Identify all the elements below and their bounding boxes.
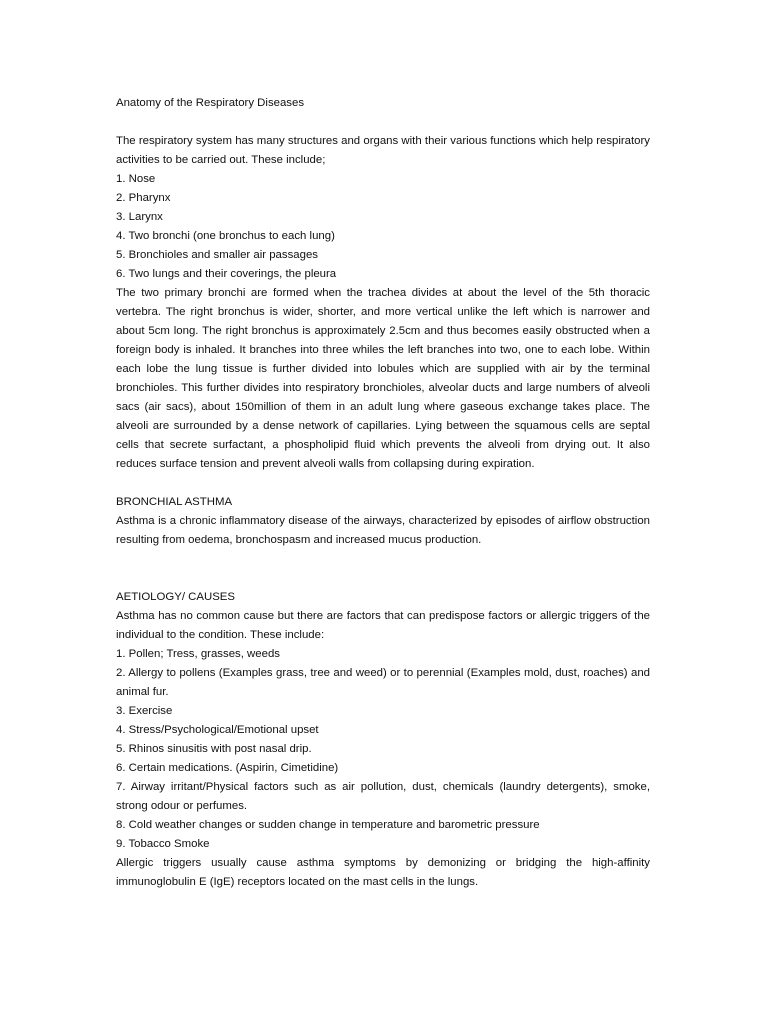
spacer [116,474,650,493]
list-item: 2. Allergy to pollens (Examples grass, tree and weed) or to perennial (Examples mold, dust, roaches) and animal fur. [116,667,650,698]
list-item: 3. Larynx [116,211,163,223]
list-item: 6. Certain medications. (Aspirin, Cimetidine) [116,762,339,774]
list-item: 1. Pollen; Tress, grasses, weeds [116,648,280,660]
spacer [116,550,650,588]
asthma-definition-paragraph: Asthma is a chronic inflammatory disease of the airways, characterized by episodes of airflow obstruction resulting from oedema, bronchospasm and increased mucus production. [116,515,650,546]
asthma-heading: BRONCHIAL ASTHMA [116,496,233,508]
aetiology-intro-paragraph: Asthma has no common cause but there are factors that can predispose factors or allergic triggers of the individual to the condition. These include: [116,610,650,641]
document-title: Anatomy of the Respiratory Diseases [116,97,305,109]
list-item: 4. Stress/Psychological/Emotional upset [116,724,319,736]
spacer [116,113,650,132]
list-item: 8. Cold weather changes or sudden change in temperature and barometric pressure [116,819,540,831]
list-item: 7. Airway irritant/Physical factors such as air pollution, dust, chemicals (laundry detergents), smoke, strong odour or perfumes. [116,781,650,812]
list-item: 2. Pharynx [116,192,171,204]
list-item: 3. Exercise [116,705,173,717]
list-item: 5. Bronchioles and smaller air passages [116,249,318,261]
list-item: 1. Nose [116,173,156,185]
list-item: 4. Two bronchi (one bronchus to each lung) [116,230,335,242]
intro-paragraph: The respiratory system has many structures and organs with their various functions which help respiratory activities to be carried out. These include; [116,135,650,166]
list-item: 5. Rhinos sinusitis with post nasal drip. [116,743,312,755]
allergic-triggers-paragraph: Allergic triggers usually cause asthma symptoms by demonizing or bridging the high-affinity immunoglobulin E (IgE) receptors located on the mast cells in the lungs. [116,857,650,888]
bronchi-paragraph: The two primary bronchi are formed when the trachea divides at about the level of the 5th thoracic vertebra. The right bronchus is wider, shorter, and more vertical unlike the left which is narrower and about 5cm long. The right bronchus is approximately 2.5cm and thus becomes easily obstructed when a foreign body is inhaled. It branches into three whiles the left branches into two, one to each lobe. Within each lobe the lung tissue is further divided into lobules which are supplied with air by the terminal bronchioles. This further divides into respiratory bronchioles, alveolar ducts and large numbers of alveoli sacs (air sacs), about 150million of them in an adult lung where gaseous exchange takes place. The alveoli are surrounded by a dense network of capillaries. Lying between the squamous cells are septal cells that secrete surfactant, a phospholipid fluid which prevents the alveoli from drying out. It also reduces surface tension and prevent alveoli walls from collapsing during expiration. [116,287,650,470]
aetiology-heading: AETIOLOGY/ CAUSES [116,591,236,603]
list-item: 6. Two lungs and their coverings, the pleura [116,268,337,280]
document-page [116,94,650,892]
list-item: 9. Tobacco Smoke [116,838,210,850]
